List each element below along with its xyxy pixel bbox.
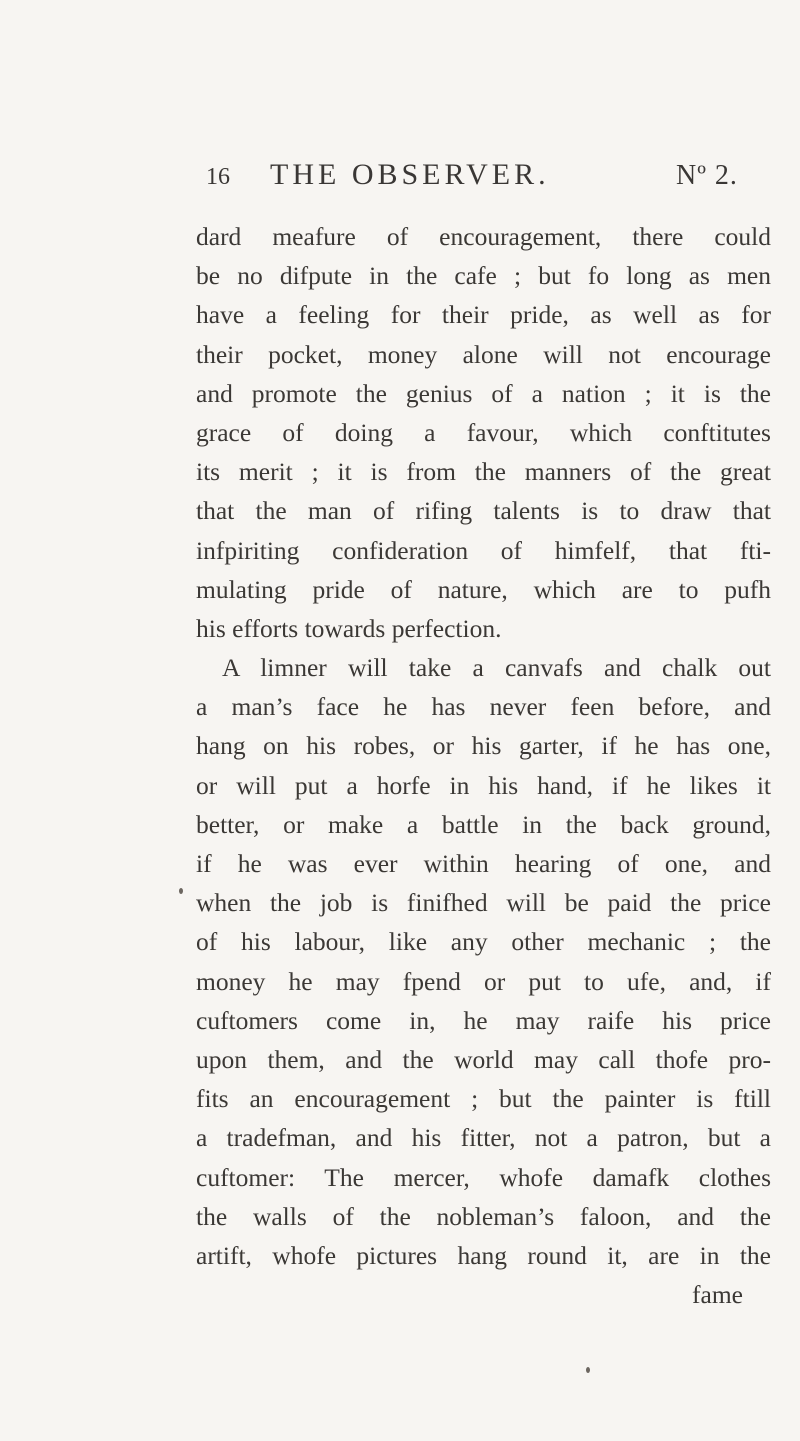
ink-speck	[179, 888, 183, 894]
text-line: better, or make a battle in the back ground,	[196, 809, 771, 839]
text-line: a man’s face he has never feen before, and	[196, 692, 771, 722]
ink-speck	[586, 1367, 590, 1373]
page-header	[206, 158, 800, 202]
paragraph-last-line: his efforts towards perfection.	[196, 613, 502, 643]
text-line: or will put a horfe in his hand, if he likes it	[196, 770, 771, 800]
text-line: infpiriting confideration of himfelf, that fti-	[196, 535, 771, 565]
text-line: of his labour, like any other mechanic ; the	[196, 927, 771, 957]
running-title: THE OBSERVER.	[270, 158, 550, 191]
text-line: the walls of the nobleman’s faloon, and the	[196, 1201, 771, 1231]
text-line: and promote the genius of a nation ; it is the	[196, 378, 771, 408]
text-line: hang on his robes, or his garter, if he has one,	[196, 731, 771, 761]
body-text	[196, 217, 771, 1314]
text-line: cuftomers come in, he may raife his price	[196, 1005, 771, 1035]
text-line: upon them, and the world may call thofe pro-	[196, 1044, 771, 1074]
text-line: its merit ; it is from the manners of the great	[196, 457, 771, 487]
catchword: fame	[692, 1280, 743, 1310]
text-line: cuftomer: The mercer, whofe damafk clothes	[196, 1162, 771, 1192]
text-line: grace of doing a favour, which conftitutes	[196, 417, 771, 447]
paragraph-first-line: A limner will take a canvafs and chalk out	[222, 653, 771, 683]
page-number: 16	[206, 164, 230, 190]
text-line: have a feeling for their pride, as well as for	[196, 300, 771, 330]
text-line: that the man of rifing talents is to draw that	[196, 496, 771, 526]
issue-number: Nº 2.	[676, 160, 738, 191]
text-line: when the job is finifhed will be paid the price	[196, 888, 771, 918]
text-line: their pocket, money alone will not encourage	[196, 339, 771, 369]
text-line: mulating pride of nature, which are to pufh	[196, 574, 771, 604]
text-line: a tradefman, and his fitter, not a patron, but a	[196, 1123, 771, 1153]
text-line: dard meafure of encouragement, there could	[196, 222, 771, 251]
text-line: fits an encouragement ; but the painter is ftill	[196, 1084, 771, 1114]
text-line: be no difpute in the cafe ; but fo long as men	[196, 261, 771, 291]
text-line: artift, whofe pictures hang round it, are in the	[196, 1240, 771, 1270]
text-line: if he was ever within hearing of one, and	[196, 849, 771, 878]
text-line: money he may fpend or put to ufe, and, if	[196, 966, 771, 996]
